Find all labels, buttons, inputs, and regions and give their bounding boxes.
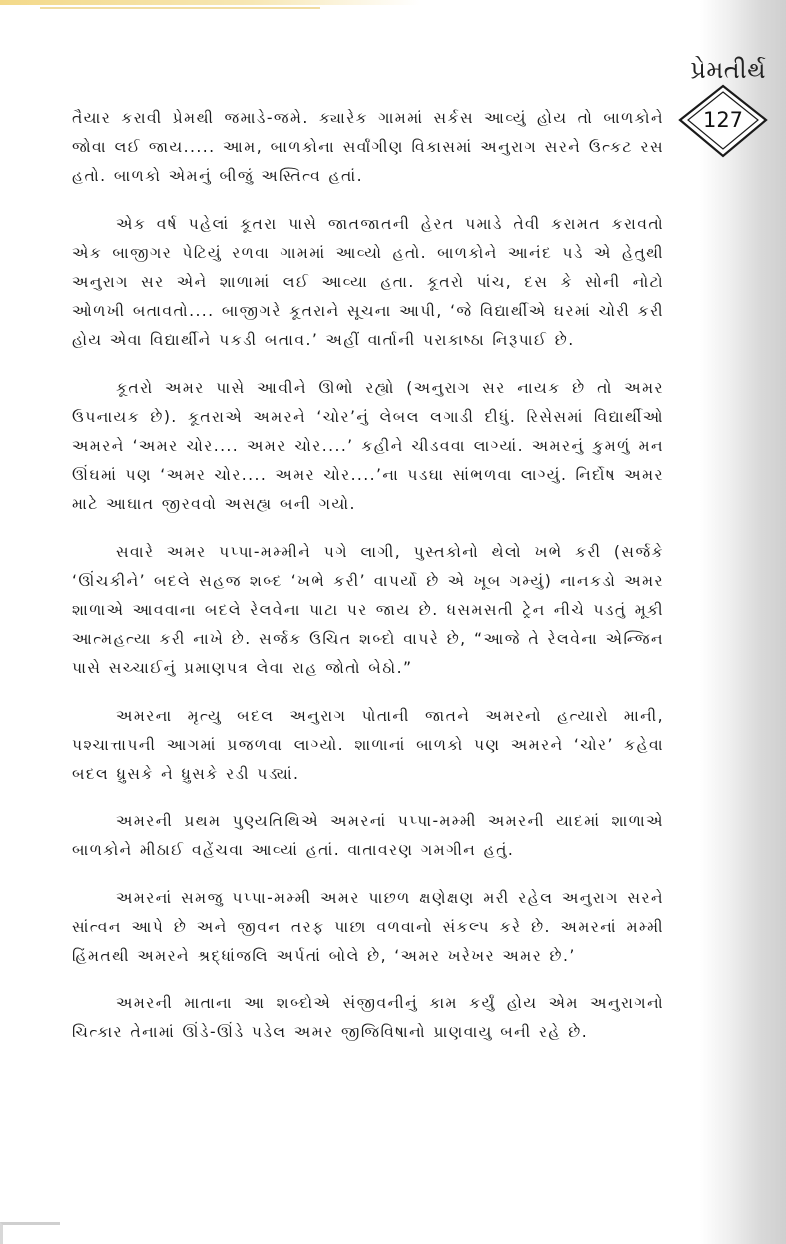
page-number-badge: [678, 84, 768, 164]
body-text: [72, 104, 664, 1066]
page-top-edge-line: [40, 7, 320, 9]
running-title: પ્રેમતીર્થ: [690, 56, 766, 84]
paragraph: અમરની પ્રથમ પુણ્યતિથિએ અમરનાં પપ્પા-મમ્મી અમરની યાદમાં શાળાએ બાળકોને મીઠાઈ વહેંચવા આવ્યાં હતાં. વાતાવરણ ગમગીન હતું.: [72, 812, 664, 860]
paragraph: અમરનાં સમજુ પપ્પા-મમ્મી અમર પાછળ ક્ષણેક્ષણ મરી રહેલ અનુરાગ સરને સાંત્વન આપે છે અને જીવન તરફ પાછા વળવાનો સંકલ્પ કરે છે. અમરનાં મમ્મી હિંમતથી અમરને શ્રદ્ધાંજલિ અર્પતાં બોલે છે, ‘અમર ખરેખર અમર છે.’: [72, 888, 664, 966]
page-top-edge: [0, 0, 420, 5]
paragraph: કૂતરો અમર પાસે આવીને ઊભો રહ્યો (અનુરાગ સર નાયક છે તો અમર ઉપનાયક છે). કૂતરાએ અમરને ‘ચોર’નું લેબલ લગાડી દીધું. રિસેસમાં વિદ્યાર્થીઓ અમરને ‘અમર ચોર.... અમર ચોર....’ કહીને ચીડવવા લાગ્યાં. અમરનું કુમળું મન ઊંઘમાં પણ ‘અમર ચોર.... અમર ચોર....’ના પડઘા સાંભળવા લાગ્યું. નિર્દોષ અમર માટે આઘાત જીરવવો અસહ્ય બની ગયો.: [72, 378, 664, 514]
page-number: 127: [702, 108, 744, 132]
paragraph: અમરના મૃત્યુ બદલ અનુરાગ પોતાની જાતને અમરનો હત્યારો માની, પશ્ચાત્તાપની આગમાં પ્રજળવા લાગ્યો. શાળાનાં બાળકો પણ અમરને ‘ચોર’ કહેવા બદલ ધ્રુસકે ને ધ્રુસકે રડી પડ્યાં.: [72, 706, 664, 784]
page-corner-mark: [0, 1222, 60, 1244]
paragraph: અમરની માતાના આ શબ્દોએ સંજીવનીનું કામ કર્યું હોય એમ અનુરાગનો ચિત્કાર તેનામાં ઊંડે-ઊંડે પડેલ અમર જીજિવિષાનો પ્રાણવાયુ બની રહે છે.: [72, 994, 664, 1042]
paragraph: એક વર્ષ પહેલાં કૂતરા પાસે જાતજાતની હેરત પમાડે તેવી કરામત કરાવતો એક બાજીગર પેટિયું રળવા ગામમાં આવ્યો હતો. બાળકોને આનંદ પડે એ હેતુથી અનુરાગ સર એને શાળામાં લઈ આવ્યા હતા. કૂતરો પાંચ, દસ કે સોની નોટો ઓળખી બતાવતો.... બાજીગરે કૂતરાને સૂચના આપી, ‘જે વિદ્યાર્થીએ ઘરમાં ચોરી કરી હોય એવા વિદ્યાર્થીને પકડી બતાવ.’ અહીં વાર્તાની પરાકાષ્ઠા નિરૂપાઈ છે.: [72, 214, 664, 350]
paragraph: તૈયાર કરાવી પ્રેમથી જમાડે-જમે. ક્યારેક ગામમાં સર્કસ આવ્યું હોય તો બાળકોને જોવા લઈ જાય..... આમ, બાળકોના સર્વાંગીણ વિકાસમાં અનુરાગ સરને ઉત્કટ રસ હતો. બાળકો એમનું બીજું અસ્તિત્વ હતાં.: [72, 109, 664, 186]
paragraph: સવારે અમર પપ્પા-મમ્મીને પગે લાગી, પુસ્તકોનો થેલો ખભે કરી (સર્જકે ‘ઊંચકીને’ બદલે સહજ શબ્દ ‘ખભે કરી’ વાપર્યો છે એ ખૂબ ગમ્યું) નાનકડો અમર શાળાએ આવવાના બદલે રેલવેના પાટા પર જાય છે. ધસમસતી ટ્રેન નીચે પડતું મૂકી આત્મહત્યા કરી નાખે છે. સર્જક ઉચિત શબ્દો વાપરે છે, “આજે તે રેલવેના એન્જિન પાસે સચ્ચાઈનું પ્રમાણપત્ર લેવા રાહ જોતો બેઠો.”: [72, 542, 664, 678]
